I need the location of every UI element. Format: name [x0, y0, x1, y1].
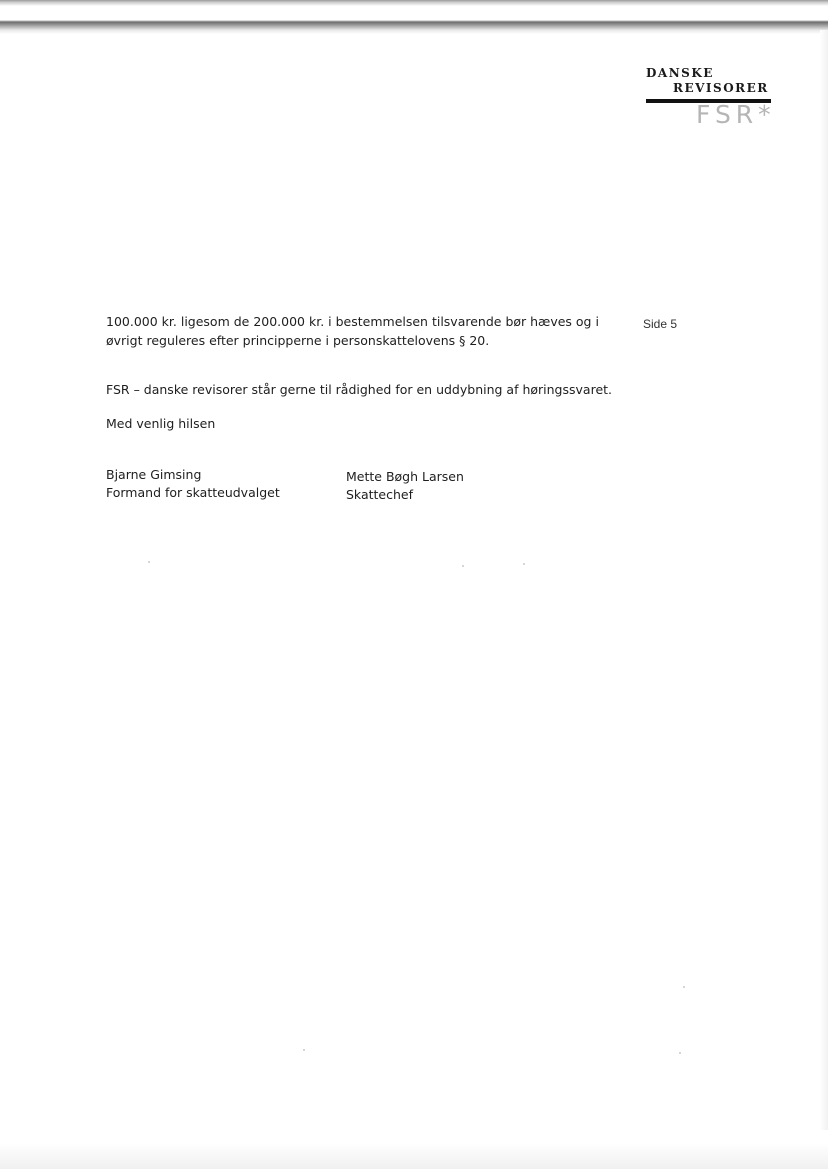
- signatory-title: Skattechef: [346, 487, 413, 502]
- scan-edge-bottom: [0, 1143, 828, 1169]
- scan-speck: [303, 1049, 305, 1051]
- signatory-name: Bjarne Gimsing: [106, 467, 202, 482]
- paragraph-tax-regulation: [106, 312, 599, 350]
- logo-text-danske: DANSKE: [646, 66, 714, 80]
- page-number: Side 5: [643, 317, 678, 331]
- signatory-name: Mette Bøgh Larsen: [346, 469, 464, 484]
- signature-block-left: [106, 466, 280, 502]
- scan-speck: [683, 986, 685, 988]
- logo-text-revisorer: REVISORER: [673, 81, 769, 95]
- paragraph-availability: FSR – danske revisorer står gerne til rådighed for en uddybning af høringssvaret.: [106, 382, 613, 397]
- fsr-logo: [640, 66, 780, 136]
- scan-edge-right: [820, 30, 828, 1130]
- signature-block-right: [346, 468, 464, 504]
- paragraph-line: øvrigt reguleres efter principperne i personskattelovens § 20.: [106, 333, 490, 348]
- scan-speck: [523, 563, 525, 565]
- logo-mark-fsr: FSR*: [696, 100, 776, 129]
- scan-speck: [148, 561, 150, 563]
- scan-speck: [679, 1052, 681, 1054]
- scan-speck: [462, 565, 464, 567]
- signatory-title: Formand for skatteudvalget: [106, 485, 280, 500]
- scan-edge-top: [0, 0, 828, 34]
- paragraph-line: 100.000 kr. ligesom de 200.000 kr. i bestemmelsen tilsvarende bør hæves og i: [106, 314, 599, 329]
- closing-greeting: Med venlig hilsen: [106, 416, 216, 431]
